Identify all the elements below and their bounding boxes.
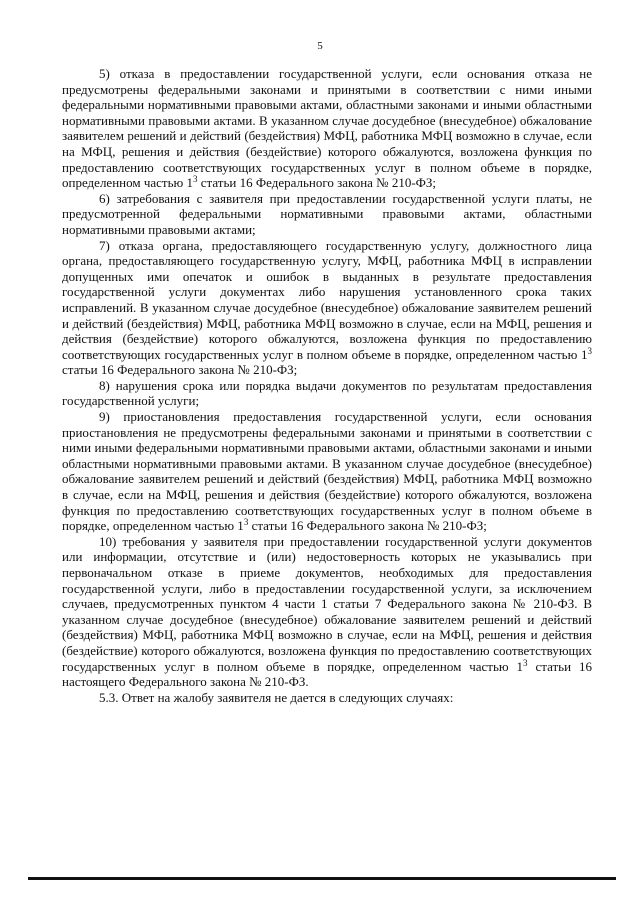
paragraph-item-8: 8) нарушения срока или порядка выдачи документов по результатам предоставления государственной услуги; [62,377,592,409]
paragraph-item-7: 7) отказа органа, предоставляющего государственную услугу, должностного лица органа, предоставляющего государственную услугу, МФЦ, работника МФЦ в исправлении допущенных ими опечаток и ошибок в выданных в результате предоставления государственной услуги документах либо нарушения установленного срока таких исправлений. В указанном случае досудебное (внесудебное) обжалование заявителем решений и действий (бездействия) МФЦ, работника МФЦ возможно в случае, если на МФЦ, решения и действия (бездействие) которого обжалуются, возложена функция по предоставлению соответствующих государственных услуг в полном объеме в порядке, определенном частью $1^3$ статьи 16 Федерального закона № 210-ФЗ; [62,237,592,378]
page-number: 5 [317,40,323,52]
footer-rule [28,877,616,880]
paragraph-item-10: 10) требования у заявителя при предоставлении государственной услуги документов или информации, отсутствие и (или) недостоверность которых не указывались при первоначальном отказе в приеме документов, необходимых для предоставления государственной услуги, либо в предоставлении государственной услуги, за исключением случаев, предусмотренных пунктом 4 части 1 статьи 7 Федерального закона № 210-ФЗ. В указанном случае досудебное (внесудебное) обжалование заявителем решений и действий (бездействия) МФЦ, работника МФЦ возможно в случае, если на МФЦ, решения и действия (бездействие) которого обжалуются, возложена функция по предоставлению соответствующих государственных услуг в полном объеме в порядке, определенном частью $1^3$ статьи 16 настоящего Федерального закона № 210-ФЗ. [62,533,592,690]
paragraph-item-6: 6) затребования с заявителя при предоставлении государственной услуги платы, не предусмотренной федеральными нормативными правовыми актами, областными нормативными правовыми актами; [62,190,592,237]
document-body [62,66,592,705]
paragraph-clause-5-3: 5.3. Ответ на жалобу заявителя не дается в следующих случаях: [99,689,454,705]
paragraph-item-5: 5) отказа в предоставлении государственной услуги, если основания отказа не предусмотрены федеральными законами и принятыми в соответствии с ними иными федеральными нормативными правовыми актами, областными законами и иными областными нормативными правовыми актами. В указанном случае досудебное (внесудебное) обжалование заявителем решений и действий (бездействия) МФЦ, работника МФЦ возможно в случае, если на МФЦ, решения и действия (бездействие) которого обжалуются, возложена функция по предоставлению соответствующих государственных услуг в полном объеме в порядке, определенном частью $1^3$ статьи 16 Федерального закона № 210-ФЗ; [62,66,592,191]
paragraph-item-9: 9) приостановления предоставления государственной услуги, если основания приостановления не предусмотрены федеральными законами и принятыми в соответствии с ними иными федеральными нормативными правовыми актами, областными законами и иными областными нормативными правовыми актами. В указанном случае досудебное (внесудебное) обжалование заявителем решений и действий (бездействия) МФЦ, работника МФЦ возможно в случае, если на МФЦ, решения и действия (бездействие) которого обжалуются, возложена функция по предоставлению соответствующих государственных услуг в полном объеме в порядке, определенном частью $1^3$ статьи 16 Федерального закона № 210-ФЗ; [62,409,592,534]
